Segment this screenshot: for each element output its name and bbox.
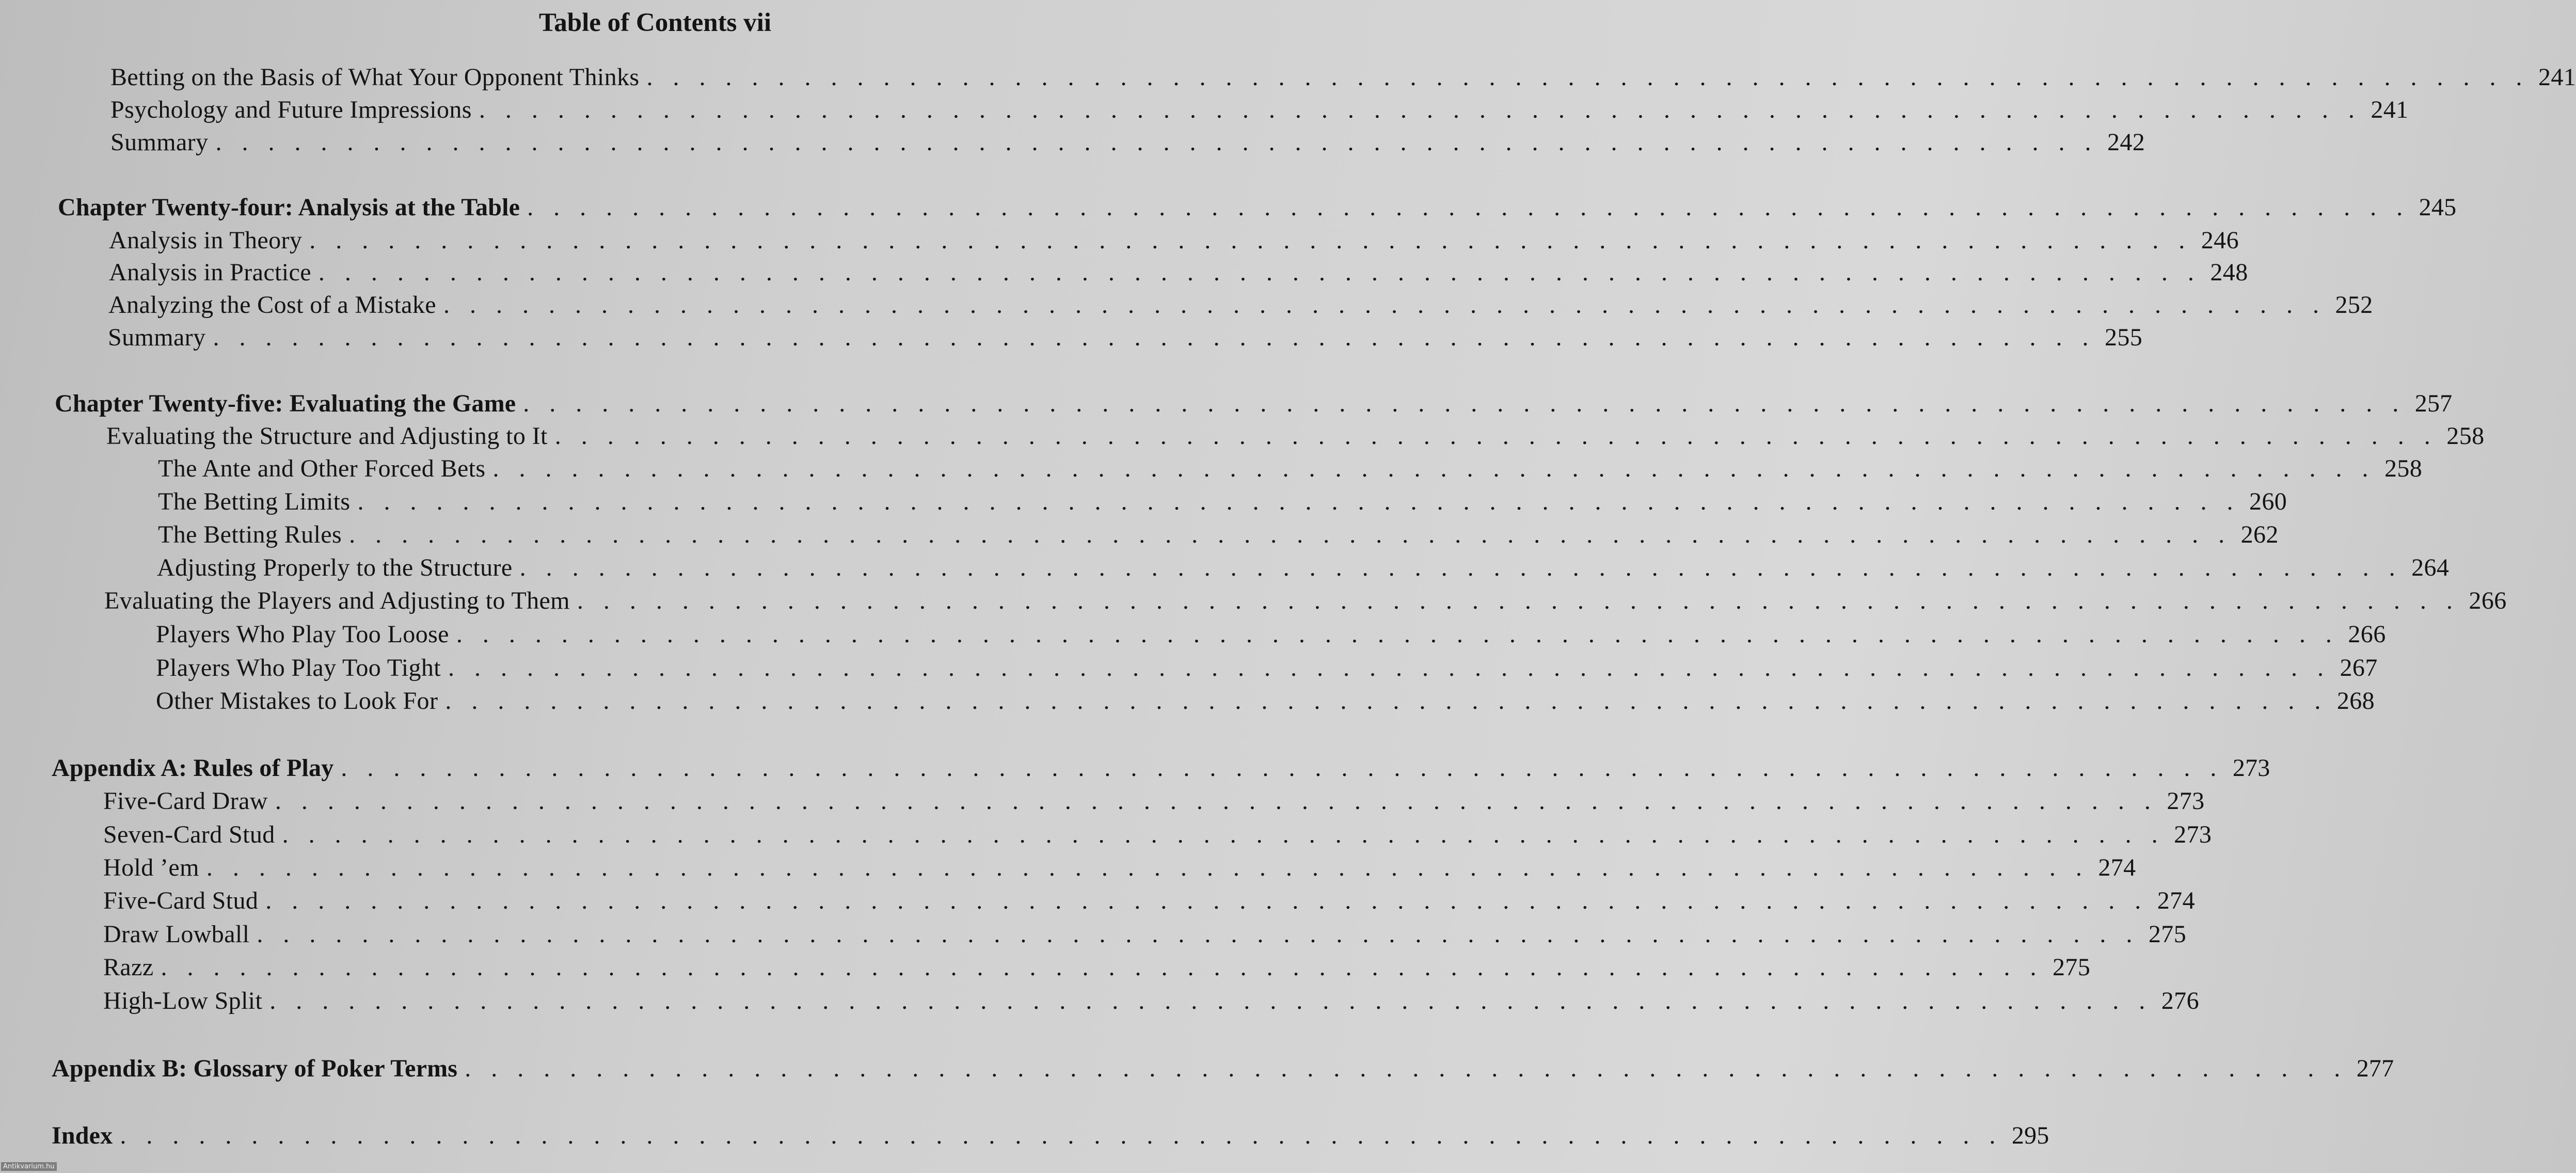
toc-entry [110, 62, 2576, 93]
toc-entry-title: Hold ’em [103, 854, 199, 881]
toc-chapter-heading [55, 388, 2453, 419]
toc-entry-page: 262 [2240, 521, 2279, 548]
toc-entry [103, 986, 2199, 1017]
toc-entry-page: 266 [2469, 587, 2507, 614]
toc-leader-dots: . . . . . . . . . . . . . . . . . . . . . . . . . . . . . . . . . . . . . . . . . . . . . . . . . . . . . . . . . . . . . . . . . . . . . . . . [445, 687, 2328, 715]
toc-entry-title: Analysis in Practice [109, 259, 311, 286]
toc-entry-page: 273 [2232, 754, 2270, 782]
toc-leader-dots: . . . . . . . . . . . . . . . . . . . . . . . . . . . . . . . . . . . . . . . . . . . . . . . . . . . . . . . . . . . . . . . . . . . . . . . . [523, 390, 2406, 417]
toc-leader-dots: . . . . . . . . . . . . . . . . . . . . . . . . . . . . . . . . . . . . . . . . . . . . . . . . . . . . . . . . . . . . . . . . . . . . . . . . [349, 521, 2232, 548]
toc-entry-title: Psychology and Future Impressions [110, 96, 472, 123]
toc-entry-title: Evaluating the Players and Adjusting to Them [104, 587, 570, 614]
toc-entry-title: Summary [108, 324, 206, 351]
toc-entry-page: 295 [2011, 1122, 2049, 1149]
toc-entry-page: 273 [2167, 787, 2205, 815]
toc-entry-page: 246 [2201, 227, 2239, 254]
toc-entry-title: The Betting Rules [158, 521, 342, 548]
toc-leader-dots: . . . . . . . . . . . . . . . . . . . . . . . . . . . . . . . . . . . . . . . . . . . . . . . . . . . . . . . . . . . . . . . . . . . . . . . . [282, 821, 2165, 848]
toc-leader-dots: . . . . . . . . . . . . . . . . . . . . . . . . . . . . . . . . . . . . . . . . . . . . . . . . . . . . . . . . . . . . . . . . . . . . . . . . [646, 64, 2529, 91]
toc-entry-title: Adjusting Properly to the Structure [157, 554, 513, 581]
toc-leader-dots: . . . . . . . . . . . . . . . . . . . . . . . . . . . . . . . . . . . . . . . . . . . . . . . . . . . . . . . . . . . . . . . . . . . . . . . . [265, 887, 2148, 914]
toc-entry-page: 266 [2348, 621, 2386, 648]
running-head: Table of Contents vii [538, 8, 771, 37]
toc-entry [110, 127, 2145, 158]
toc-leader-dots: . . . . . . . . . . . . . . . . . . . . . . . . . . . . . . . . . . . . . . . . . . . . . . . . . . . . . . . . . . . . . . . . . . . . . . . . [519, 554, 2403, 581]
toc-entry-title: Chapter Twenty-five: Evaluating the Game [55, 390, 516, 417]
toc-entry-title: Appendix A: Rules of Play [52, 754, 334, 782]
toc-leader-dots: . . . . . . . . . . . . . . . . . . . . . . . . . . . . . . . . . . . . . . . . . . . . . . . . . . . . . . . . . . . . . . . . . . . . . . . . [120, 1122, 2002, 1149]
toc-entry [103, 952, 2091, 983]
toc-entry-page: 258 [2446, 422, 2485, 450]
toc-entry [158, 453, 2423, 484]
toc-leader-dots: . . . . . . . . . . . . . . . . . . . . . . . . . . . . . . . . . . . . . . . . . . . . . . . . . . . . . . . . . . . . . . . . . . . . . . . . [269, 987, 2152, 1015]
toc-entry [156, 619, 2386, 650]
toc-leader-dots: . . . . . . . . . . . . . . . . . . . . . . . . . . . . . . . . . . . . . . . . . . . . . . . . . . . . . . . . . . . . . . . . . . . . . . . . [309, 227, 2192, 254]
watermark: Antikvarium.hu [1, 1162, 57, 1171]
toc-entry-title: Summary [110, 129, 209, 156]
toc-entry-page: 245 [2419, 194, 2457, 221]
toc-leader-dots: . . . . . . . . . . . . . . . . . . . . . . . . . . . . . . . . . . . . . . . . . . . . . . . . . . . . . . . . . . . . . . . . . . . . . . . . [465, 1055, 2347, 1082]
toc-entry-page: 248 [2210, 259, 2248, 286]
toc-leader-dots: . . . . . . . . . . . . . . . . . . . . . . . . . . . . . . . . . . . . . . . . . . . . . . . . . . . . . . . . . . . . . . . . . . . . . . . . [448, 654, 2331, 681]
toc-entry-page: 274 [2157, 887, 2195, 914]
toc-leader-dots: . . . . . . . . . . . . . . . . . . . . . . . . . . . . . . . . . . . . . . . . . . . . . . . . . . . . . . . . . . . . . . . . . . . . . . . . [456, 621, 2339, 648]
toc-entry-title: The Betting Limits [158, 488, 351, 515]
toc-entry [104, 585, 2507, 616]
toc-entry-page: 260 [2249, 488, 2287, 515]
toc-entry-page: 276 [2161, 987, 2199, 1015]
toc-entry-page: 252 [2335, 291, 2373, 319]
toc-entry-title: Five-Card Stud [103, 887, 259, 914]
toc-entry-page: 273 [2174, 821, 2212, 848]
toc-leader-dots: . . . . . . . . . . . . . . . . . . . . . . . . . . . . . . . . . . . . . . . . . . . . . . . . . . . . . . . . . . . . . . . . . . . . . . . . [341, 754, 2223, 782]
toc-entry-title: Five-Card Draw [103, 787, 268, 815]
toc-entry [103, 819, 2212, 850]
toc-entry [103, 786, 2205, 817]
toc-entry-page: 241 [2538, 64, 2576, 91]
toc-leader-dots: . . . . . . . . . . . . . . . . . . . . . . . . . . . . . . . . . . . . . . . . . . . . . . . . . . . . . . . . . . . . . . . . . . . . . . . . [161, 954, 2044, 981]
toc-entry [110, 94, 2409, 125]
toc-entry-page: 267 [2340, 654, 2378, 681]
toc-entry [109, 225, 2239, 256]
toc-entry-page: 277 [2356, 1055, 2394, 1082]
toc-leader-dots: . . . . . . . . . . . . . . . . . . . . . . . . . . . . . . . . . . . . . . . . . . . . . . . . . . . . . . . . . . . . . . . . . . . . . . . . [257, 921, 2139, 948]
toc-entry-page: 268 [2336, 687, 2375, 715]
toc-entry [156, 653, 2378, 684]
toc-entry [103, 919, 2187, 950]
toc-entry [108, 290, 2373, 321]
toc-leader-dots: . . . . . . . . . . . . . . . . . . . . . . . . . . . . . . . . . . . . . . . . . . . . . . . . . . . . . . . . . . . . . . . . . . . . . . . . [213, 324, 2095, 351]
toc-leader-dots: . . . . . . . . . . . . . . . . . . . . . . . . . . . . . . . . . . . . . . . . . . . . . . . . . . . . . . . . . . . . . . . . . . . . . . . . [492, 455, 2375, 482]
toc-entry [103, 885, 2195, 916]
toc-entry [158, 519, 2279, 550]
toc-entry-title: Razz [103, 954, 154, 981]
toc-entry-page: 258 [2384, 455, 2423, 482]
toc-leader-dots: . . . . . . . . . . . . . . . . . . . . . . . . . . . . . . . . . . . . . . . . . . . . . . . . . . . . . . . . . . . . . . . . . . . . . . . . [206, 854, 2089, 881]
toc-entry-title: Analysis in Theory [109, 227, 303, 254]
toc-leader-dots: . . . . . . . . . . . . . . . . . . . . . . . . . . . . . . . . . . . . . . . . . . . . . . . . . . . . . . . . . . . . . . . . . . . . . . . . [577, 587, 2460, 614]
toc-entry-page: 275 [2053, 954, 2091, 981]
toc-entry-title: Other Mistakes to Look For [156, 687, 438, 715]
toc-entry-title: Index [52, 1122, 113, 1149]
toc-entry-page: 264 [2411, 554, 2450, 581]
toc-entry-title: Players Who Play Too Tight [156, 654, 441, 681]
toc-leader-dots: . . . . . . . . . . . . . . . . . . . . . . . . . . . . . . . . . . . . . . . . . . . . . . . . . . . . . . . . . . . . . . . . . . . . . . . . [215, 129, 2098, 156]
toc-entry-page: 275 [2148, 921, 2187, 948]
toc-entry [156, 686, 2375, 717]
toc-leader-dots: . . . . . . . . . . . . . . . . . . . . . . . . . . . . . . . . . . . . . . . . . . . . . . . . . . . . . . . . . . . . . . . . . . . . . . . . [554, 422, 2438, 450]
toc-entry [158, 486, 2287, 517]
toc-entry-title: Seven-Card Stud [103, 821, 275, 848]
toc-leader-dots: . . . . . . . . . . . . . . . . . . . . . . . . . . . . . . . . . . . . . . . . . . . . . . . . . . . . . . . . . . . . . . . . . . . . . . . . [357, 488, 2240, 515]
toc-entry-page: 274 [2098, 854, 2136, 881]
toc-entry [103, 852, 2136, 883]
toc-entry-title: Players Who Play Too Loose [156, 621, 449, 648]
toc-leader-dots: . . . . . . . . . . . . . . . . . . . . . . . . . . . . . . . . . . . . . . . . . . . . . . . . . . . . . . . . . . . . . . . . . . . . . . . . [479, 96, 2362, 123]
toc-entry [157, 552, 2450, 583]
toc-appendix-heading [52, 753, 2270, 784]
toc-entry [106, 421, 2485, 452]
toc-entry-title: Chapter Twenty-four: Analysis at the Table [58, 194, 520, 221]
toc-entry-page: 241 [2371, 96, 2409, 123]
toc-index-heading [52, 1120, 2049, 1151]
toc-appendix-heading [52, 1053, 2394, 1084]
toc-entry-title: High-Low Split [103, 987, 263, 1015]
toc-chapter-heading [58, 192, 2457, 223]
toc-leader-dots: . . . . . . . . . . . . . . . . . . . . . . . . . . . . . . . . . . . . . . . . . . . . . . . . . . . . . . . . . . . . . . . . . . . . . . . . [443, 291, 2326, 319]
toc-entry-title: Evaluating the Structure and Adjusting to It [106, 422, 548, 450]
toc-entry-page: 242 [2107, 129, 2145, 156]
toc-entry [108, 322, 2143, 353]
toc-entry-page: 255 [2104, 324, 2143, 351]
toc-entry-title: Analyzing the Cost of a Mistake [108, 291, 436, 319]
toc-entry-title: Betting on the Basis of What Your Opponent Thinks [110, 64, 640, 91]
toc-leader-dots: . . . . . . . . . . . . . . . . . . . . . . . . . . . . . . . . . . . . . . . . . . . . . . . . . . . . . . . . . . . . . . . . . . . . . . . . [318, 259, 2201, 286]
toc-entry-title: The Ante and Other Forced Bets [158, 455, 486, 482]
toc-leader-dots: . . . . . . . . . . . . . . . . . . . . . . . . . . . . . . . . . . . . . . . . . . . . . . . . . . . . . . . . . . . . . . . . . . . . . . . . [275, 787, 2158, 815]
toc-entry-title: Appendix B: Glossary of Poker Terms [52, 1055, 458, 1082]
toc-entry-title: Draw Lowball [103, 921, 250, 948]
toc-entry-page: 257 [2414, 390, 2453, 417]
toc-entry [109, 257, 2248, 288]
toc-leader-dots: . . . . . . . . . . . . . . . . . . . . . . . . . . . . . . . . . . . . . . . . . . . . . . . . . . . . . . . . . . . . . . . . . . . . . . . . [527, 194, 2410, 221]
